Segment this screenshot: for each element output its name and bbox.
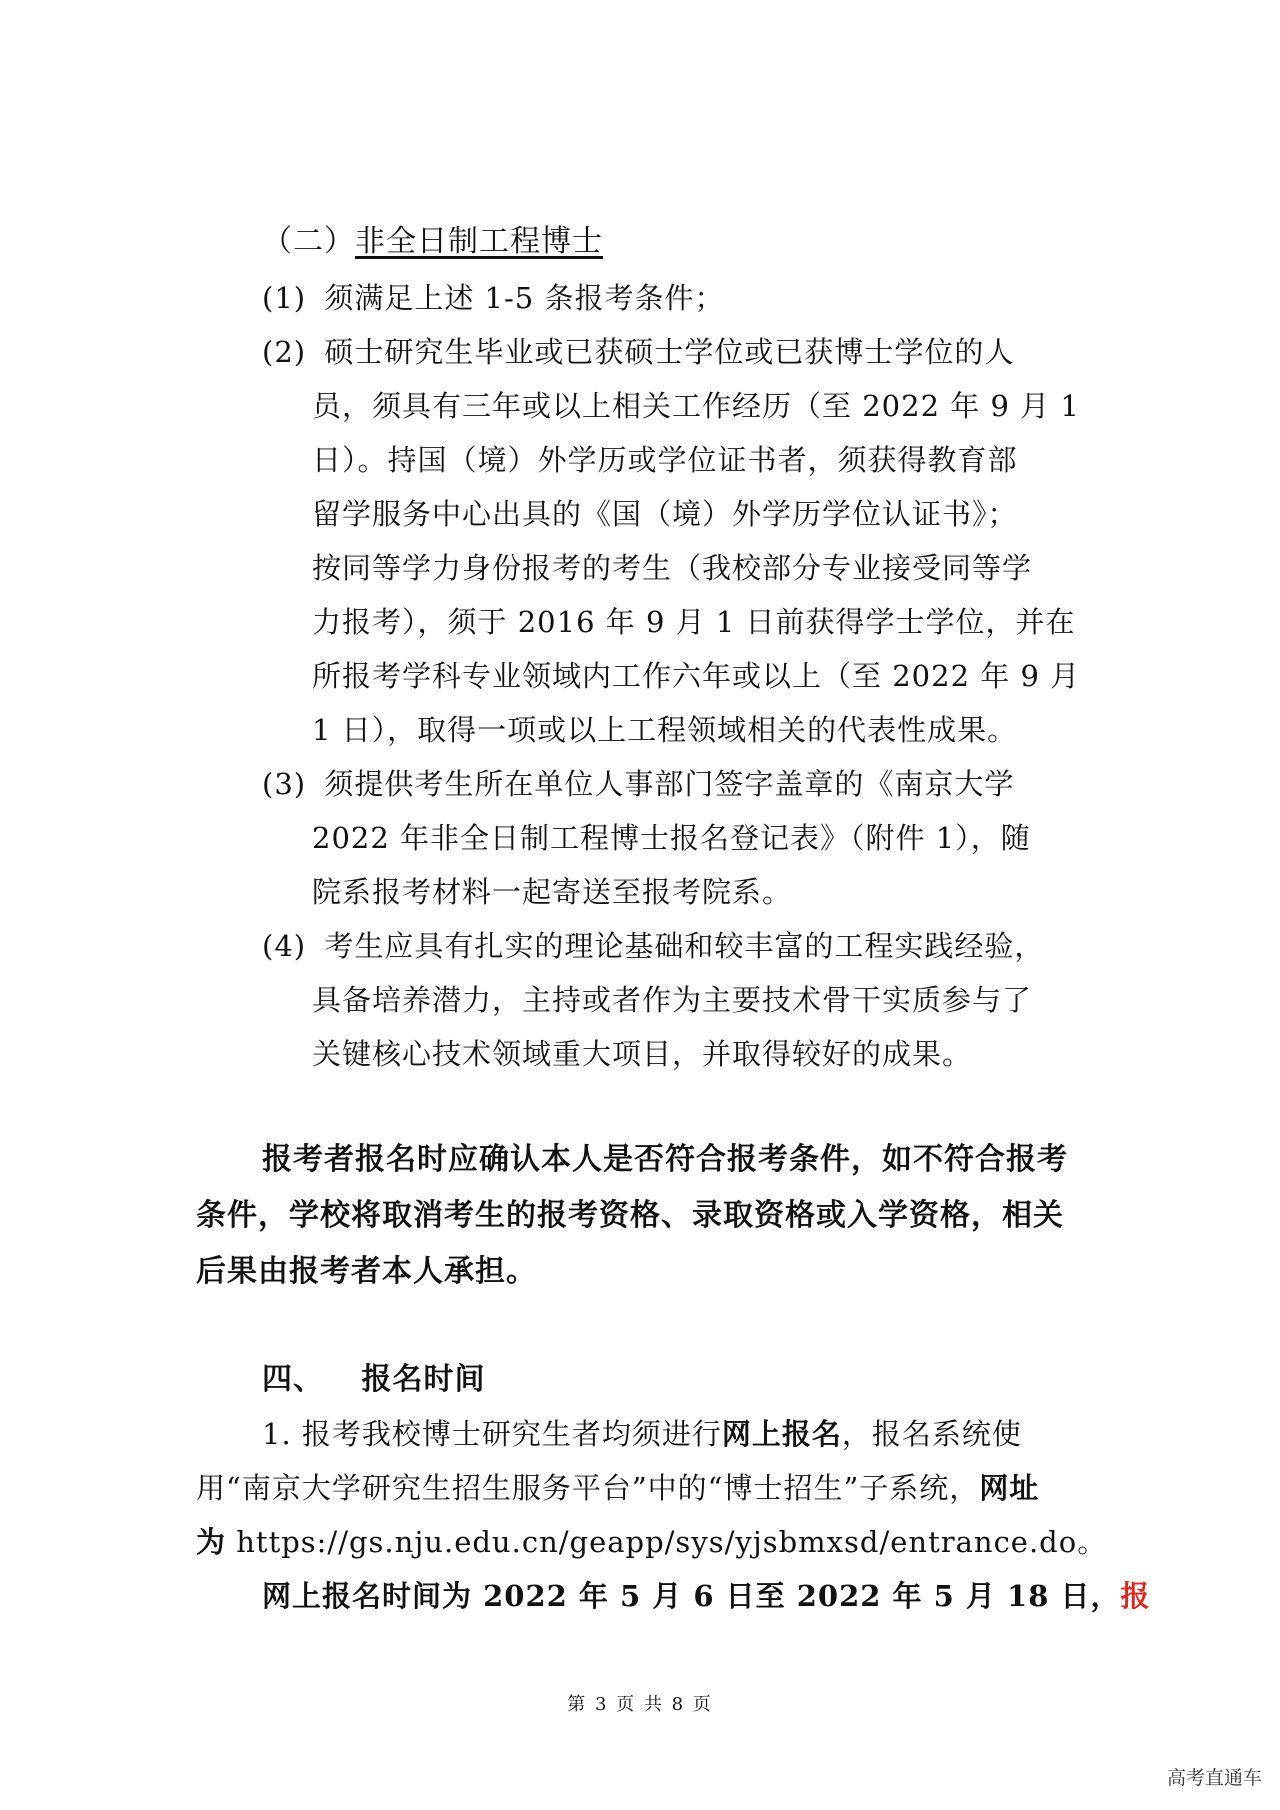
- item-line: 日）。持国（境）外学历或学位证书者，须获得教育部: [312, 443, 1018, 477]
- item-line: 院系报考材料一起寄送至报考院系。: [312, 875, 793, 909]
- notice-line: 后果由报考者本人承担。: [196, 1254, 537, 1289]
- text-span: 用“南京大学研究生招生服务平台”中的“博士招生”子系统，: [196, 1471, 980, 1505]
- section-title: 报名时间: [361, 1362, 486, 1397]
- section-heading: [262, 1360, 485, 1400]
- item-line: 硕士研究生毕业或已获硕士学位或已获博士学位的人: [324, 335, 1015, 369]
- sub-heading: [262, 222, 603, 262]
- item-line: 力报考），须于 2016 年 9 月 1 日前获得学士学位，并在: [312, 605, 1076, 639]
- watermark-text: 高考直通车: [1166, 1767, 1262, 1789]
- item-line: 留学服务中心出具的《国（境）外学历学位认证书》；: [312, 497, 1018, 531]
- item-line: 关键核心技术领域重大项目，并取得较好的成果。: [312, 1037, 973, 1071]
- item-number: (3): [262, 767, 307, 801]
- item-line: 2022 年非全日制工程博士报名登记表》（附件 1），随: [312, 821, 1031, 855]
- item-line: 员，须具有三年或以上相关工作经历（至 2022 年 9 月 1: [312, 389, 1080, 423]
- item-line: 所报考学科专业领域内工作六年或以上（至 2022 年 9 月: [312, 659, 1081, 693]
- paragraph-line: [262, 1414, 1022, 1454]
- sub-heading-prefix: （二）: [262, 224, 355, 259]
- paragraph-line: [262, 1576, 1151, 1616]
- item-line: 具备培养潜力，主持或者作为主要技术骨干实质参与了: [312, 983, 1033, 1017]
- item-line: 考生应具有扎实的理论基础和较丰富的工程实践经验，: [324, 929, 1045, 963]
- list-item-4: [262, 926, 1044, 966]
- item-number: (1): [262, 281, 307, 315]
- sub-heading-title: 非全日制工程博士: [355, 224, 603, 259]
- list-item-3: [262, 764, 1014, 804]
- item-line: 须提供考生所在单位人事部门签字盖章的《南京大学: [324, 767, 1015, 801]
- paragraph-line: [196, 1522, 1107, 1562]
- text-span: 为: [196, 1525, 227, 1559]
- text-span: 1. 报考我校博士研究生者均须进行: [262, 1417, 722, 1451]
- item-line: 须满足上述 1-5 条报考条件；: [324, 281, 725, 315]
- item-line: 1 日），取得一项或以上工程领域相关的代表性成果。: [312, 713, 1018, 747]
- registration-period: 网上报名时间为 2022 年 5 月 6 日至 2022 年 5 月 18 日，: [262, 1579, 1121, 1613]
- online-registration-emphasis: 网上报名: [721, 1417, 842, 1451]
- list-item-1: [262, 278, 724, 318]
- item-number: (2): [262, 335, 307, 369]
- notice-line: 报考者报名时应确认本人是否符合报考条件，如不符合报考: [262, 1142, 1068, 1177]
- section-number: 四、: [262, 1362, 324, 1397]
- page-footer: 第 3 页 共 8 页: [567, 1694, 713, 1715]
- item-number: (4): [262, 929, 307, 963]
- text-span: ，报名系统使: [841, 1417, 1022, 1451]
- registration-url[interactable]: https://gs.nju.edu.cn/geapp/sys/yjsbmxsd/entrance.do。: [226, 1525, 1108, 1559]
- notice-line: 条件，学校将取消考生的报考资格、录取资格或入学资格，相关: [196, 1198, 1064, 1233]
- list-item-2: [262, 332, 1014, 372]
- url-label-emphasis: 网址: [979, 1471, 1040, 1505]
- red-text: 报: [1120, 1579, 1151, 1613]
- paragraph-line: [196, 1468, 1039, 1508]
- item-line: 按同等学力身份报考的考生（我校部分专业接受同等学: [312, 551, 1033, 585]
